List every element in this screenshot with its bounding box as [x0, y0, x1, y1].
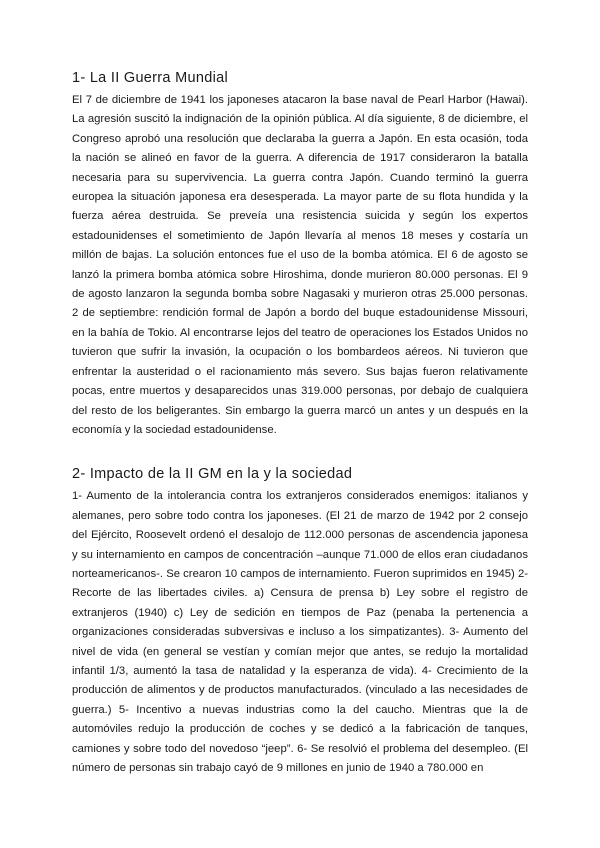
section-body: El 7 de diciembre de 1941 los japoneses atacaron la base naval de Pearl Harbor (Hawai). La agresión suscitó la indignación de la opinión pública. Al día siguiente, 8 de diciembre, el Congreso aprobó una resolución que declaraba la guerra a Japón. En esta ocasión, toda la nación se alineó en favor de la guerra. A diferencia de 1917 consideraron la batalla necesaria para su supervivencia. La guerra contra Japón. Cuando terminó la guerra europea la situación japonesa era desesperada. La mayor parte de su flota hundida y la fuerza aérea destruida. Se preveía una resistencia suicida y según los expertos estadounidenses el sometimiento de Japón llevaría al menos 18 meses y costaría un millón de bajas. La solución entonces fue el uso de la bomba atómica. El 6 de agosto se lanzó la primera bomba atómica sobre Hiroshima, donde murieron 80.000 personas. El 9 de agosto lanzaron la segunda bomba sobre Nagasaki y murieron otras 25.000 personas. 2 de septiembre: rendición formal de Japón a bordo del buque estadounidense Missouri, en la bahía de Tokio. Al encontrarse lejos del teatro de operaciones los Estados Unidos no tuvieron que sufrir la invasión, la ocupación o los bombardeos aéreos. Ni tuvieron que enfrentar la austeridad o el racionamiento más severo. Sus bajas fueron relativamente pocas, entre muertos y desaparecidos unas 319.000 personas, por debajo de cualquiera del resto de los beligerantes. Sin embargo la guerra marcó un antes y un después en la economía y la sociedad estadounidense.	[72, 94, 528, 436]
section-title: 2- Impacto de la II GM en la y la sociedad	[72, 466, 353, 483]
section-impact	[72, 466, 528, 778]
section-body: 1- Aumento de la intolerancia contra los extranjeros considerados enemigos: italianos y alemanes, pero sobre todo contra los japoneses. (El 21 de marzo de 1942 por 2 consejo del Ejército, Roosevelt ordenó el desalojo de 112.000 personas de ascendencia japonesa y su internamiento en campos de concentración –aunque 71.000 de ellos eran ciudadanos norteamericanos-. Se crearon 10 campos de internamiento. Fueron suprimidos en 1945) 2- Recorte de las libertades civiles. a) Censura de prensa b) Ley sobre el registro de extranjeros (1940) c) Ley de sedición en tiempos de Paz (penaba la pertenencia a organizaciones consideradas subversivas e incluso a los simpatizantes). 3- Aumento del nivel de vida (en general se vestían y comían mejor que antes, se redujo la mortalidad infantil 1/3, aumentó la tasa de natalidad y la esperanza de vida). 4- Crecimiento de la producción de alimentos y de productos manufacturados. (vinculado a las necesidades de guerra.) 5- Incentivo a nuevas industrias como la del caucho. Mientras que la de automóviles redujo la producción de coches y se dedicó a la fabricación de tanques, camiones y sobre todo del novedoso “jeep”. 6- Se resolvió el problema del desempleo. (El número de personas sin trabajo cayó de 9 millones en junio de 1940 a 780.000 en	[72, 490, 528, 774]
section-ww2	[72, 70, 528, 440]
section-title: 1- La II Guerra Mundial	[72, 70, 228, 86]
